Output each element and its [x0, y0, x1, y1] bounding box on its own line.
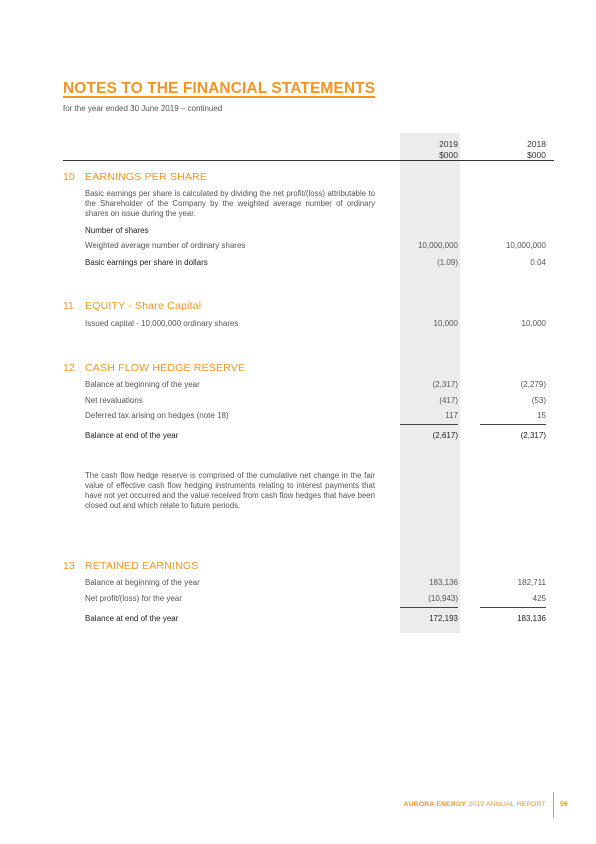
note-10-row-label: Basic earnings per share in dollars [85, 258, 208, 267]
note-10-number: 10 [63, 171, 75, 183]
subtotal-rule-2019 [400, 424, 458, 425]
note-11-row-value-2018: 10,000 [521, 319, 546, 328]
page-number: 59 [560, 801, 568, 808]
column-year-2019: 2019 [439, 139, 458, 149]
note-12-row-label: Deferred tax arising on hedges (note 18) [85, 411, 229, 420]
subtotal-rule-2019 [400, 607, 458, 608]
note-13-row-value-2018: 182,711 [517, 578, 546, 587]
note-10-row-value-2018: 0.04 [530, 258, 546, 267]
note-11-title: EQUITY - Share Capital [85, 300, 202, 312]
note-13-total-value-2018: 183,136 [517, 614, 546, 623]
note-13-row-value-2018: 425 [532, 594, 546, 603]
note-10-row-value-2018: 10,000,000 [505, 241, 546, 250]
column-year-2018: 2018 [527, 139, 546, 149]
footer-report: 2019 ANNUAL REPORT [468, 801, 546, 808]
note-10-row-value-2019: (1.09) [437, 258, 458, 267]
note-11-row-label: Issued capital - 10,000,000 ordinary shares [85, 319, 239, 328]
note-10-subheading: Number of shares [85, 226, 149, 235]
note-12-title: CASH FLOW HEDGE RESERVE [85, 362, 246, 374]
note-10-row-label: Weighted average number of ordinary shares [85, 241, 246, 250]
subtotal-rule-2018 [480, 424, 546, 425]
footer-divider [553, 792, 554, 818]
column-unit-2019: $000 [439, 150, 458, 160]
note-10-title: EARNINGS PER SHARE [85, 171, 208, 183]
note-12-total-value-2019: (2,617) [432, 431, 458, 440]
note-12-row-value-2019: (2,317) [432, 380, 458, 389]
note-12-row-value-2019: (417) [439, 396, 458, 405]
note-12-row-label: Net revaluations [85, 396, 143, 405]
subtotal-rule-2018 [480, 607, 546, 608]
footer-company: AURORA ENERGY [403, 801, 467, 808]
note-13-total-label: Balance at end of the year [85, 614, 179, 623]
note-13-total-value-2019: 172,193 [429, 614, 458, 623]
note-13-number: 13 [63, 560, 75, 572]
note-12-total-label: Balance at end of the year [85, 431, 179, 440]
note-10-row-value-2019: 10,000,000 [417, 241, 458, 250]
note-13-row-value-2019: (10,943) [428, 594, 458, 603]
note-11-number: 11 [63, 300, 74, 312]
note-12-paragraph: The cash flow hedge reserve is comprised of the cumulative net change in the fair value of effective cash flow hedging instruments relating to interest payments that have not yet occurred and the value received from cash flow hedges that have been closed out and which relate to future periods. [85, 471, 375, 510]
note-12-row-value-2019: 117 [445, 411, 458, 420]
column-header-2018 [486, 139, 546, 161]
note-13-row-value-2019: 183,136 [429, 578, 458, 587]
note-12-total-value-2018: (2,317) [520, 431, 546, 440]
note-13-title: RETAINED EARNINGS [85, 560, 199, 572]
page-title: NOTES TO THE FINANCIAL STATEMENTS [63, 80, 376, 97]
note-13-row-label: Net profit/(loss) for the year [85, 594, 182, 603]
note-10-paragraph: Basic earnings per share is calculated by dividing the net profit/(loss) attributable to the Shareholder of the Company by the weighted average number of ordinary shares on issue during the year. [85, 189, 375, 218]
column-unit-2018: $000 [527, 150, 546, 160]
column-header-2019 [398, 139, 458, 161]
page-subtitle: for the year ended 30 June 2019 – continued [63, 104, 223, 113]
header-rule [63, 160, 554, 161]
note-12-number: 12 [63, 362, 75, 374]
note-12-row-value-2018: (2,279) [520, 380, 546, 389]
note-11-row-value-2019: 10,000 [433, 319, 458, 328]
note-12-row-label: Balance at beginning of the year [85, 380, 200, 389]
note-13-row-label: Balance at beginning of the year [85, 578, 200, 587]
footer-report-name [403, 801, 546, 808]
note-12-row-value-2018: 15 [537, 411, 546, 420]
note-12-row-value-2018: (53) [531, 396, 546, 405]
